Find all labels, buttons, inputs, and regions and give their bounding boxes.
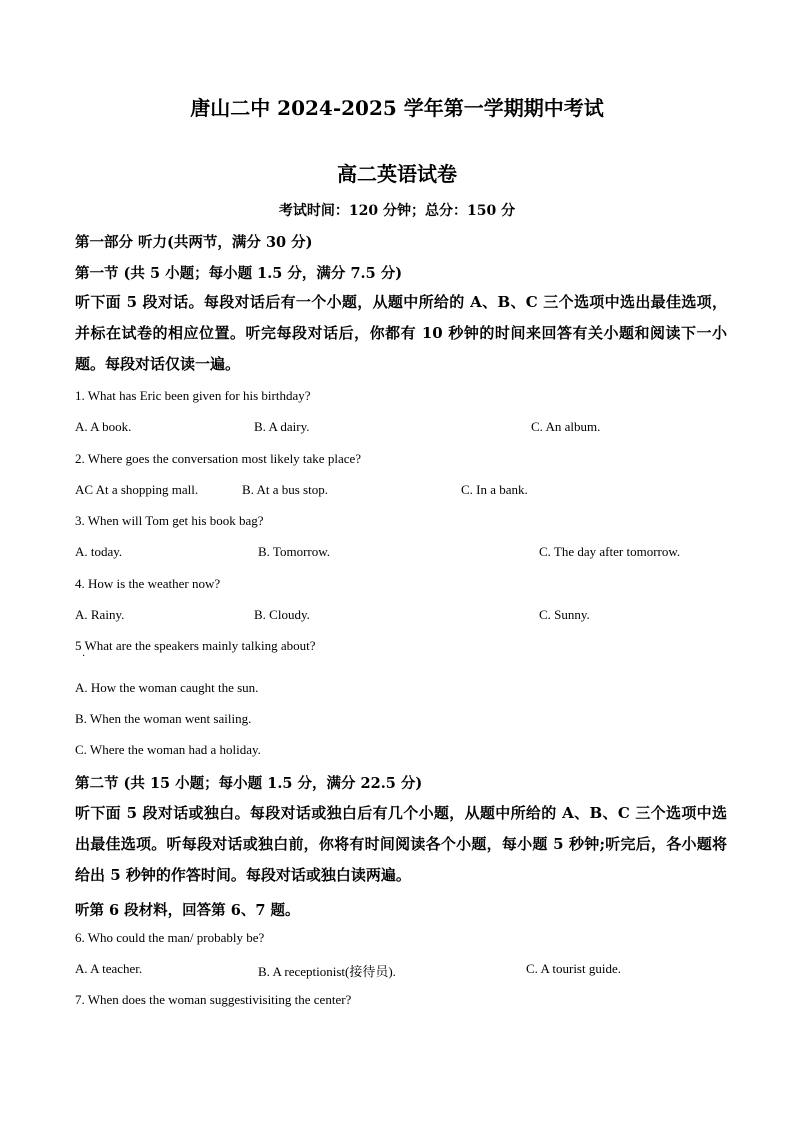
q1-option-c: C. An album. <box>531 419 601 434</box>
q4-option-a: A. Rainy. <box>75 607 125 622</box>
q3-option-b: B. Tomorrow. <box>258 544 331 559</box>
q5-option-b: B. When the woman went sailing. <box>75 711 252 726</box>
part1-heading: 第一部分 听力(共两节，满分 30 分) <box>75 234 313 251</box>
q6-option-b: B. A receptionist(接待员). <box>258 964 396 979</box>
q1-option-b: B. A dairy. <box>254 419 310 434</box>
q4-option-c: C. Sunny. <box>539 607 590 622</box>
q2-option-c: C. In a bank. <box>461 482 528 497</box>
exam-info: 考试时间：120 分钟；总分：150 分 <box>278 203 516 219</box>
question-5: 5 What are the speakers mainly talking about? <box>75 638 316 653</box>
q1-option-a: A. A book. <box>75 419 132 434</box>
q6-option-c: C. A tourist guide. <box>526 961 621 976</box>
question-7: 7. When does the woman suggestivisiting the center? <box>75 992 352 1007</box>
stray-dot: · <box>82 651 86 662</box>
material-6-heading: 听第 6 段材料，回答第 6、7 题。 <box>75 902 300 919</box>
paper-subtitle: 高二英语试卷 <box>337 162 457 186</box>
q2-option-b: B. At a bus stop. <box>242 482 328 497</box>
exam-title: 唐山二中 2024-2025 学年第一学期期中考试 <box>190 96 604 120</box>
question-6: 6. Who could the man/ probably be? <box>75 930 265 945</box>
section1-directions: 听下面 5 段对话。每段对话后有一个小题，从题中所给的 A、B、C 三个选项中选出最佳选项，并标在试卷的相应位置。听完每段对话后，你都有 10 秒钟的时间来回答有关小题和阅读下一小题。每段对话仅读一遍。 <box>75 293 727 373</box>
question-4: 4. How is the weather now? <box>75 576 221 591</box>
question-2: 2. Where goes the conversation most likely take place? <box>75 451 362 466</box>
q2-option-a: AC At a shopping mall. <box>75 482 199 497</box>
q3-option-a: A. today. <box>75 544 123 559</box>
q3-option-c: C. The day after tomorrow. <box>539 544 681 559</box>
q5-option-c: C. Where the woman had a holiday. <box>75 742 261 757</box>
q5-option-a: A. How the woman caught the sun. <box>75 680 259 695</box>
q4-option-b: B. Cloudy. <box>254 607 310 622</box>
question-1: 1. What has Eric been given for his birthday? <box>75 388 311 403</box>
section2-directions: 听下面 5 段对话或独白。每段对话或独白后有几个小题，从题中所给的 A、B、C 三个选项中选出最佳选项。听每段对话或独白前，你将有时间阅读各个小题，每小题 5 秒钟;听完后，各小题将给出 5 秒钟的作答时间。每段对话或独白读两遍。 <box>75 804 727 884</box>
question-3: 3. When will Tom get his book bag? <box>75 513 264 528</box>
section1-heading: 第一节 (共 5 小题；每小题 1.5 分，满分 7.5 分) <box>75 265 403 282</box>
section2-heading: 第二节 (共 15 小题；每小题 1.5 分，满分 22.5 分) <box>75 775 423 792</box>
q6-option-a: A. A teacher. <box>75 961 143 976</box>
